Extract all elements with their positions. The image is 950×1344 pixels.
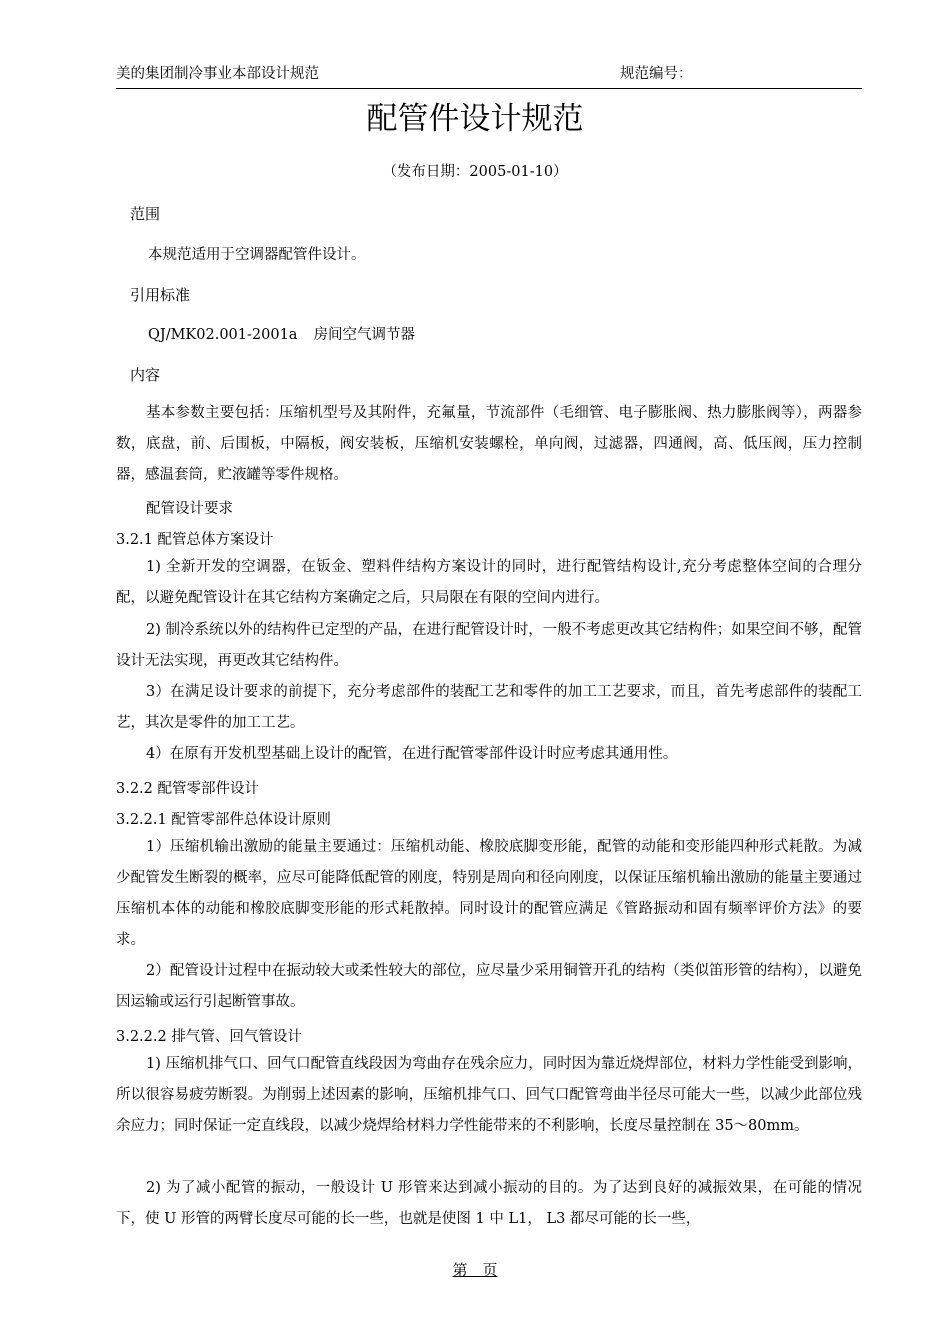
paragraph-3-2-2-1-item-2: 2）配管设计过程中在振动较大或柔性较大的部位，应尽量少采用铜管开孔的结构（类似笛形管的结构），以避免因运输或运行引起断管事故。 — [116, 963, 862, 1010]
heading-3-2-2-2: 3.2.2.2 排气管、回气管设计 — [116, 1029, 302, 1045]
paragraph-3-2-2-2-item-1: 1) 压缩机排气口、回气口配管直线段因为弯曲存在残余应力，同时因为靠近烧焊部位，材料力学性能受到影响，所以很容易疲劳断裂。为削弱上述因素的影响，压缩机排气口、回气口配管弯曲半径尽可能大一些，以减少此部位残余应力；同时保证一定直线段，以减少烧焊给材料力学性能带来的不利影响，长度尽量控制在 35～80mm。 — [116, 1056, 862, 1134]
reference-line — [148, 323, 415, 344]
paragraph-3-2-1-item-2: 2) 制冷系统以外的结构件已定型的产品，在进行配管设计时，一般不考虑更改其它结构件；如果空间不够，配管设计无法实现，再更改其它结构件。 — [116, 622, 862, 669]
document-title: 配管件设计规范 — [366, 101, 584, 137]
section-refs-title: 引用标准 — [130, 286, 191, 304]
paragraph-3-2-1-item-1: 1) 全新开发的空调器，在钣金、塑料件结构方案设计的同时，进行配管结构设计,充分考虑整体空间的合理分配，以避免配管设计在其它结构方案确定之后，只局限在有限的空间内进行。 — [116, 559, 862, 606]
heading-3-2-2: 3.2.2 配管零部件设计 — [116, 781, 260, 797]
page-number: 第 页 — [452, 1261, 498, 1279]
paragraph-3-2-2-2-item-2: 2) 为了减小配管的振动，一般设计 U 形管来达到减小振动的目的。为了达到良好的减振效果，在可能的情况下，使 U 形管的两臂长度尽可能的长一些，也就是使图 1 中 L1， L3 都尽可能的长一些， — [116, 1180, 862, 1227]
publish-date: （发布日期：2005-01-10） — [382, 164, 568, 180]
heading-piping-requirements: 配管设计要求 — [146, 501, 233, 517]
reference-name: 房间空气调节器 — [313, 327, 415, 343]
heading-3-2-1: 3.2.1 配管总体方案设计 — [116, 532, 274, 548]
scope-text: 本规范适用于空调器配管件设计。 — [148, 247, 366, 263]
paragraph-3-2-1-item-3: 3）在满足设计要求的前提下，充分考虑部件的装配工艺和零件的加工工艺要求，而且，首先考虑部件的装配工艺，其次是零件的加工工艺。 — [116, 684, 862, 731]
section-content-title: 内容 — [130, 366, 161, 384]
header-org: 美的集团制冷事业本部设计规范 — [116, 66, 319, 82]
paragraph-3-2-2-1-item-1: 1）压缩机输出激励的能量主要通过：压缩机动能、橡胶底脚变形能，配管的动能和变形能四种形式耗散。为减少配管发生断裂的概率，应尽可能降低配管的刚度，特别是周向和径向刚度，以保证压缩机输出激励的能量主要通过压缩机本体的动能和橡胶底脚变形能的形式耗散掉。同时设计的配管应满足《管路振动和固有频率评价方法》的要求。 — [116, 839, 862, 948]
reference-code: QJ/MK02.001-2001a — [148, 327, 298, 343]
paragraph-basic-params: 基本参数主要包括：压缩机型号及其附件，充氟量，节流部件（毛细管、电子膨胀阀、热力膨胀阀等），两器参数，底盘，前、后围板，中隔板，阀安装板，压缩机安装螺栓，单向阀，过滤器，四通阀，高、低压阀，压力控制器，感温套筒，贮液罐等零件规格。 — [116, 405, 862, 483]
header-code-label: 规范编号： — [620, 66, 693, 82]
heading-3-2-2-1: 3.2.2.1 配管零部件总体设计原则 — [116, 812, 331, 828]
section-scope-title: 范围 — [130, 205, 161, 223]
paragraph-3-2-1-item-4: 4）在原有开发机型基础上设计的配管，在进行配管零部件设计时应考虑其通用性。 — [146, 746, 678, 762]
page-header — [116, 62, 862, 89]
